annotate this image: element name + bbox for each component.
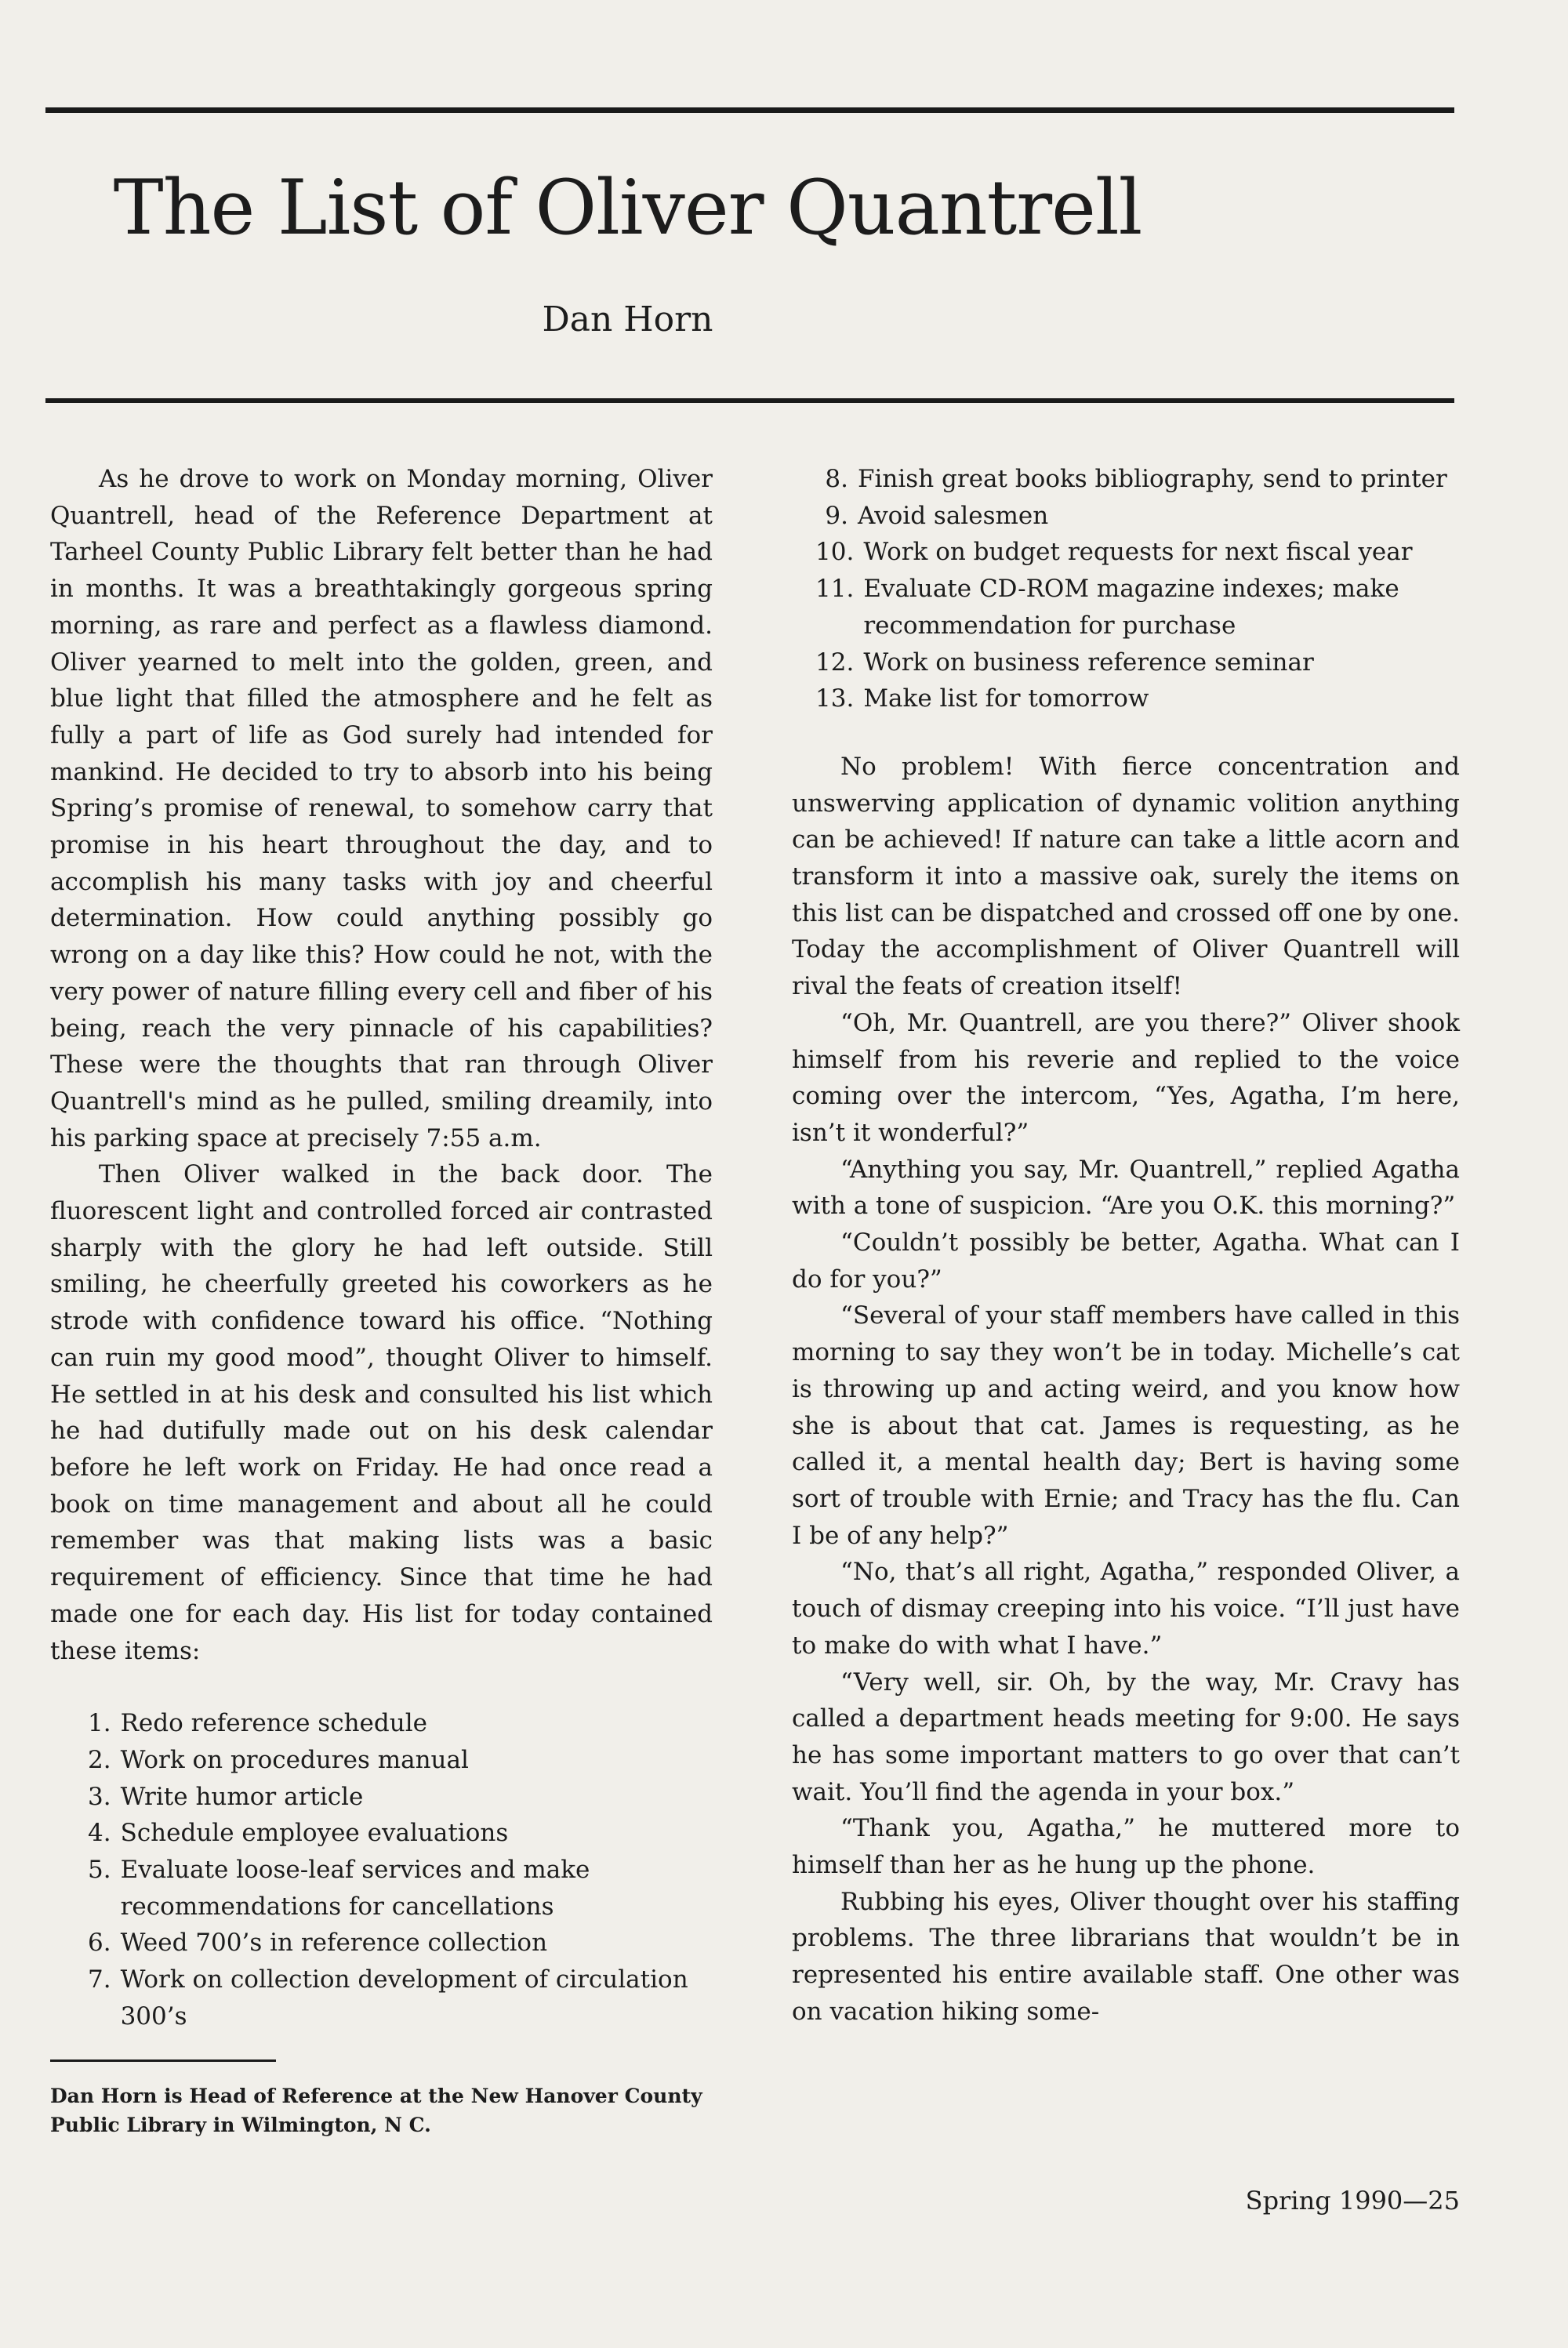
list-item-text: Evaluate CD-ROM magazine indexes; make recommendation for purchase xyxy=(863,575,1399,640)
list-item-text: Weed 700’s in reference collection xyxy=(120,1929,548,1958)
body-paragraph: “Oh, Mr. Quantrell, are you there?” Oliver shook himself from his reverie and replied to the voice coming over the intercom, “Yes, Agatha, I’m here, isn’t it wonderful?” xyxy=(792,1008,1460,1147)
list-item-text: Write humor article xyxy=(120,1782,364,1811)
body-paragraph: “Very well, sir. Oh, by the way, Mr. Cravy has called a department heads meeting for 9:00. He says he has some important matters to go over that can’t wait. You’ll find the agenda in your box.” xyxy=(792,1668,1460,1806)
list-item xyxy=(88,1925,713,1962)
page-folio: Spring 1990—25 xyxy=(1245,2186,1460,2216)
list-item xyxy=(815,498,1460,535)
article-title: The List of Oliver Quantrell xyxy=(113,164,1142,252)
author-byline: Dan Horn xyxy=(542,299,713,339)
list-item-text: Redo reference schedule xyxy=(120,1709,427,1738)
list-item-number: 4. xyxy=(88,1819,111,1848)
body-paragraph: “Several of your staff members have called in this morning to say they won’t be in today. Michelle’s cat is throwing up and acting weird, and you know how she is about that cat. James is requesting, as he called it, a mental health day; Bert is having some sort of trouble with Ernie; and Tracy has the flu. Can I be of any help?” xyxy=(792,1301,1460,1550)
body-paragraph: Then Oliver walked in the back door. The fluorescent light and controlled forced air contrasted sharply with the glory he had left outside. Still smiling, he cheerfully greeted his coworkers as he strode with confidence toward his office. “Nothing can ruin my good mood”, thought Oliver to himself. He settled in at his desk and consulted his list which he had dutifully made out on his desk calendar before he left work on Friday. He had once read a book on time management and about all he could remember was that making lists was a basic requirement of efficiency. Since that time he had made one for each day. His list for today contained these items: xyxy=(50,1160,713,1665)
list-item-number: 5. xyxy=(88,1856,111,1885)
list-item-number: 9. xyxy=(825,501,848,530)
list-item-text: Make list for tomorrow xyxy=(863,684,1149,713)
body-paragraph: “Thank you, Agatha,” he muttered more to himself than her as he hung up the phone. xyxy=(792,1814,1460,1880)
list-item-text: Work on collection development of circulation 300’s xyxy=(120,1965,688,2030)
body-paragraph: “Anything you say, Mr. Quantrell,” replied Agatha with a tone of suspicion. “Are you O.K. this morning?” xyxy=(792,1155,1460,1221)
header-top-rule xyxy=(45,107,1454,113)
list-item xyxy=(815,571,1460,644)
list-item-number: 10. xyxy=(815,538,855,567)
list-item-text: Finish great books bibliography, send to printer xyxy=(858,465,1447,493)
list-item-text: Avoid salesmen xyxy=(858,501,1049,530)
right-column xyxy=(792,461,1460,2030)
list-item xyxy=(88,1852,713,1925)
left-column xyxy=(50,461,713,2035)
list-item-number: 13. xyxy=(815,684,855,713)
body-paragraph: As he drove to work on Monday morning, Oliver Quantrell, head of the Reference Department at Tarheel County Public Library felt better than he had in months. It was a breathtakingly gorgeous spring morning, as rare and perfect as a flawless diamond. Oliver yearned to melt into the golden, green, and blue light that filled the atmosphere and he felt as fully a part of life as God surely had intended for mankind. He decided to try to absorb into his being Spring’s promise of renewal, to somehow carry that promise in his heart throughout the day, and to accomplish his many tasks with joy and cheerful determination. How could anything possibly go wrong on a day like this? How could he not, with the very power of nature filling every cell and fiber of his being, reach the very pinnacle of his capabilities? These were the thoughts that ran through Oliver Quantrell's mind as he pulled, smiling dreamily, into his parking space at precisely 7:55 a.m. xyxy=(50,465,713,1152)
list-item-text: Schedule employee evaluations xyxy=(120,1819,509,1848)
list-item-number: 11. xyxy=(815,575,855,604)
author-footnote: Dan Horn is Head of Reference at the New Hanover County Public Library in Wilmington, N C. xyxy=(50,2085,702,2136)
list-item xyxy=(815,534,1460,571)
list-item xyxy=(815,461,1460,498)
task-list-part-1 xyxy=(50,1705,713,2034)
list-item xyxy=(88,1742,713,1779)
task-list-part-2 xyxy=(792,461,1460,717)
body-paragraph: No problem! With fierce concentration and unswerving application of dynamic volition anything can be achieved! If nature can take a little acorn and transform it into a massive oak, surely the items on this list can be dispatched and crossed off one by one. Today the accomplishment of Oliver Quantrell will rival the feats of creation itself! xyxy=(792,752,1460,1001)
header-bottom-rule xyxy=(45,398,1454,403)
list-item-number: 1. xyxy=(88,1709,111,1738)
list-item-number: 12. xyxy=(815,648,855,677)
list-item-text: Evaluate loose-leaf services and make recommendations for cancellations xyxy=(120,1856,590,1921)
list-item-text: Work on budget requests for next fiscal year xyxy=(863,538,1413,567)
body-paragraph: Rubbing his eyes, Oliver thought over his staffing problems. The three librarians that wouldn’t be in represented his entire available staff. One other was on vacation hiking some- xyxy=(792,1887,1460,2026)
footnote-rule xyxy=(50,2059,276,2062)
list-item xyxy=(815,644,1460,681)
list-item-number: 7. xyxy=(88,1965,111,1994)
list-item-text: Work on procedures manual xyxy=(120,1745,469,1774)
list-item-text: Work on business reference seminar xyxy=(863,648,1314,677)
list-item xyxy=(88,1705,713,1742)
list-item xyxy=(88,1815,713,1852)
list-item-number: 3. xyxy=(88,1782,111,1811)
list-item xyxy=(88,1779,713,1816)
body-paragraph: “No, that’s all right, Agatha,” responded Oliver, a touch of dismay creeping into his voice. “I’ll just have to make do with what I have.” xyxy=(792,1558,1460,1660)
list-item xyxy=(815,680,1460,717)
list-item-number: 6. xyxy=(88,1929,111,1958)
list-item-number: 2. xyxy=(88,1745,111,1774)
list-item-number: 8. xyxy=(825,465,848,493)
body-paragraph: “Couldn’t possibly be better, Agatha. What can I do for you?” xyxy=(792,1228,1460,1294)
list-item xyxy=(88,1962,713,2034)
